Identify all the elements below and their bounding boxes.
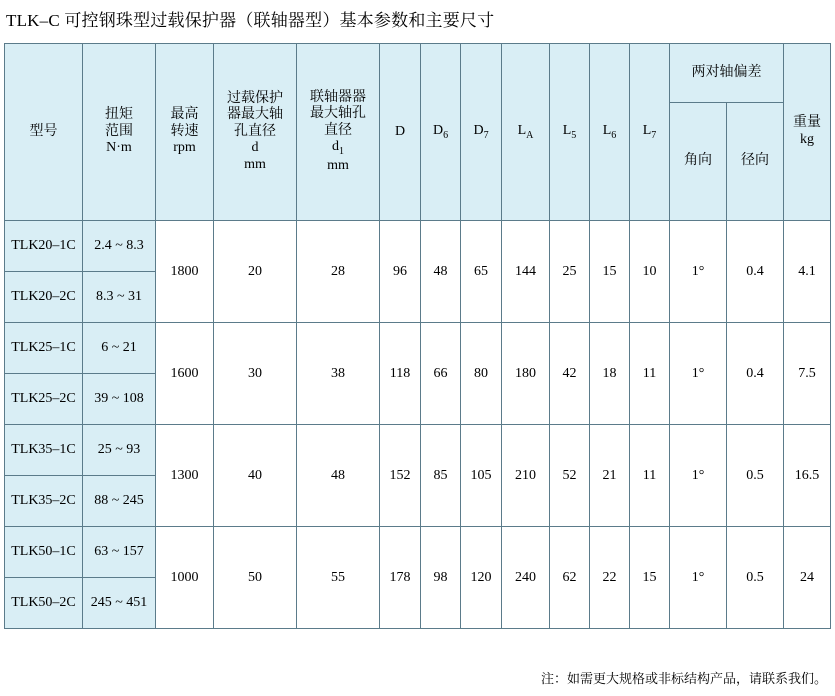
bore-d1-subscript: 1 xyxy=(339,146,344,158)
cell-angular: 1° xyxy=(670,425,727,527)
cell-L6: 18 xyxy=(590,323,630,425)
cell-torque: 245 ~ 451 xyxy=(83,578,156,629)
col-header-bore-d xyxy=(214,44,297,221)
cell-D6: 66 xyxy=(421,323,461,425)
col-header-L6: $L_6$ xyxy=(590,44,630,221)
cell-D6: 98 xyxy=(421,527,461,629)
bore-d1-line-1: 联轴器器 xyxy=(310,89,366,105)
cell-torque: 88 ~ 245 xyxy=(83,476,156,527)
cell-radial: 0.5 xyxy=(727,527,784,629)
footer-note: 注：如需更大规格或非标结构产品，请联系我们。 xyxy=(540,671,827,686)
cell-L7: 15 xyxy=(630,527,670,629)
cell-L7: 11 xyxy=(630,425,670,527)
table-header xyxy=(5,44,831,221)
cell-model: TLK20–2C xyxy=(5,272,83,323)
cell-L6: 15 xyxy=(590,221,630,323)
cell-bore-d1: 28 xyxy=(297,221,380,323)
cell-D: 152 xyxy=(380,425,421,527)
speed-line-3: rpm xyxy=(173,140,196,156)
cell-D7: 80 xyxy=(461,323,502,425)
col-header-D: D xyxy=(380,44,421,221)
cell-angular: 1° xyxy=(670,323,727,425)
table-row xyxy=(5,425,831,476)
col-header-L5: $L_5$ xyxy=(550,44,590,221)
table-body xyxy=(5,221,831,629)
bore-d-unit: mm xyxy=(244,156,266,172)
cell-speed: 1300 xyxy=(156,425,214,527)
col-header-bore-d1 xyxy=(297,44,380,221)
weight-line-1: 重量 xyxy=(793,115,821,131)
torque-line-2: 范围 xyxy=(105,123,133,139)
cell-bore-d: 20 xyxy=(214,221,297,323)
torque-line-1: 扭矩 xyxy=(105,107,133,123)
cell-weight: 16.5 xyxy=(784,425,831,527)
spec-table xyxy=(4,43,831,629)
cell-D: 178 xyxy=(380,527,421,629)
cell-LA: 240 xyxy=(502,527,550,629)
bore-d1-line-2: 最大轴孔 xyxy=(310,106,366,122)
bore-d-line-3: 孔直径 xyxy=(234,123,276,139)
cell-model: TLK25–1C xyxy=(5,323,83,374)
cell-L5: 42 xyxy=(550,323,590,425)
cell-bore-d1: 55 xyxy=(297,527,380,629)
cell-LA: 210 xyxy=(502,425,550,527)
cell-angular: 1° xyxy=(670,221,727,323)
col-header-deviation-angular: 角向 xyxy=(670,103,727,221)
table-row xyxy=(5,527,831,578)
col-header-LA: $L_A$ xyxy=(502,44,550,221)
col-header-max-speed xyxy=(156,44,214,221)
bore-d1-line-3: 直径 xyxy=(324,122,352,138)
cell-D: 96 xyxy=(380,221,421,323)
col-header-shaft-deviation: 两对轴偏差 xyxy=(670,44,784,103)
cell-LA: 144 xyxy=(502,221,550,323)
col-header-L7: $L_7$ xyxy=(630,44,670,221)
cell-LA: 180 xyxy=(502,323,550,425)
bore-d1-symbol: $d_1$ xyxy=(332,139,344,158)
cell-model: TLK35–1C xyxy=(5,425,83,476)
speed-line-2: 转速 xyxy=(170,123,199,139)
bore-d1-unit: mm xyxy=(327,157,349,173)
cell-speed: 1800 xyxy=(156,221,214,323)
cell-D7: 120 xyxy=(461,527,502,629)
cell-L6: 21 xyxy=(590,425,630,527)
col-header-D6: $D_6$ xyxy=(421,44,461,221)
col-header-model: 型号 xyxy=(5,44,83,221)
cell-D6: 85 xyxy=(421,425,461,527)
cell-L5: 52 xyxy=(550,425,590,527)
cell-weight: 7.5 xyxy=(784,323,831,425)
table-row xyxy=(5,323,831,374)
cell-D7: 65 xyxy=(461,221,502,323)
cell-radial: 0.4 xyxy=(727,221,784,323)
cell-bore-d: 50 xyxy=(214,527,297,629)
table-row xyxy=(5,221,831,272)
cell-torque: 8.3 ~ 31 xyxy=(83,272,156,323)
bore-d-line-2: 器最大轴 xyxy=(227,107,283,123)
cell-L7: 11 xyxy=(630,323,670,425)
bore-d-symbol: d xyxy=(251,140,259,156)
cell-D6: 48 xyxy=(421,221,461,323)
cell-torque: 63 ~ 157 xyxy=(83,527,156,578)
col-header-weight xyxy=(784,44,831,221)
weight-line-2: kg xyxy=(800,132,814,147)
cell-L5: 62 xyxy=(550,527,590,629)
cell-model: TLK50–2C xyxy=(5,578,83,629)
cell-weight: 24 xyxy=(784,527,831,629)
col-header-D7: $D_7$ xyxy=(461,44,502,221)
cell-bore-d1: 48 xyxy=(297,425,380,527)
cell-weight: 4.1 xyxy=(784,221,831,323)
cell-bore-d: 30 xyxy=(214,323,297,425)
page-title: TLK–C 可控钢珠型过载保护器（联轴器型）基本参数和主要尺寸 xyxy=(6,11,495,30)
cell-bore-d: 40 xyxy=(214,425,297,527)
cell-D: 118 xyxy=(380,323,421,425)
cell-L6: 22 xyxy=(590,527,630,629)
cell-torque: 39 ~ 108 xyxy=(83,374,156,425)
cell-L7: 10 xyxy=(630,221,670,323)
cell-D7: 105 xyxy=(461,425,502,527)
cell-torque: 25 ~ 93 xyxy=(83,425,156,476)
cell-speed: 1000 xyxy=(156,527,214,629)
cell-model: TLK25–2C xyxy=(5,374,83,425)
col-header-deviation-radial: 径向 xyxy=(727,103,784,221)
cell-bore-d1: 38 xyxy=(297,323,380,425)
cell-model: TLK50–1C xyxy=(5,527,83,578)
torque-line-3: N·m xyxy=(106,140,132,156)
cell-torque: 2.4 ~ 8.3 xyxy=(83,221,156,272)
cell-model: TLK35–2C xyxy=(5,476,83,527)
cell-torque: 6 ~ 21 xyxy=(83,323,156,374)
speed-line-1: 最高 xyxy=(170,107,199,123)
cell-angular: 1° xyxy=(670,527,727,629)
cell-L5: 25 xyxy=(550,221,590,323)
cell-speed: 1600 xyxy=(156,323,214,425)
bore-d-line-1: 过载保护 xyxy=(227,90,283,106)
cell-radial: 0.5 xyxy=(727,425,784,527)
col-header-torque-range xyxy=(83,44,156,221)
cell-model: TLK20–1C xyxy=(5,221,83,272)
cell-radial: 0.4 xyxy=(727,323,784,425)
